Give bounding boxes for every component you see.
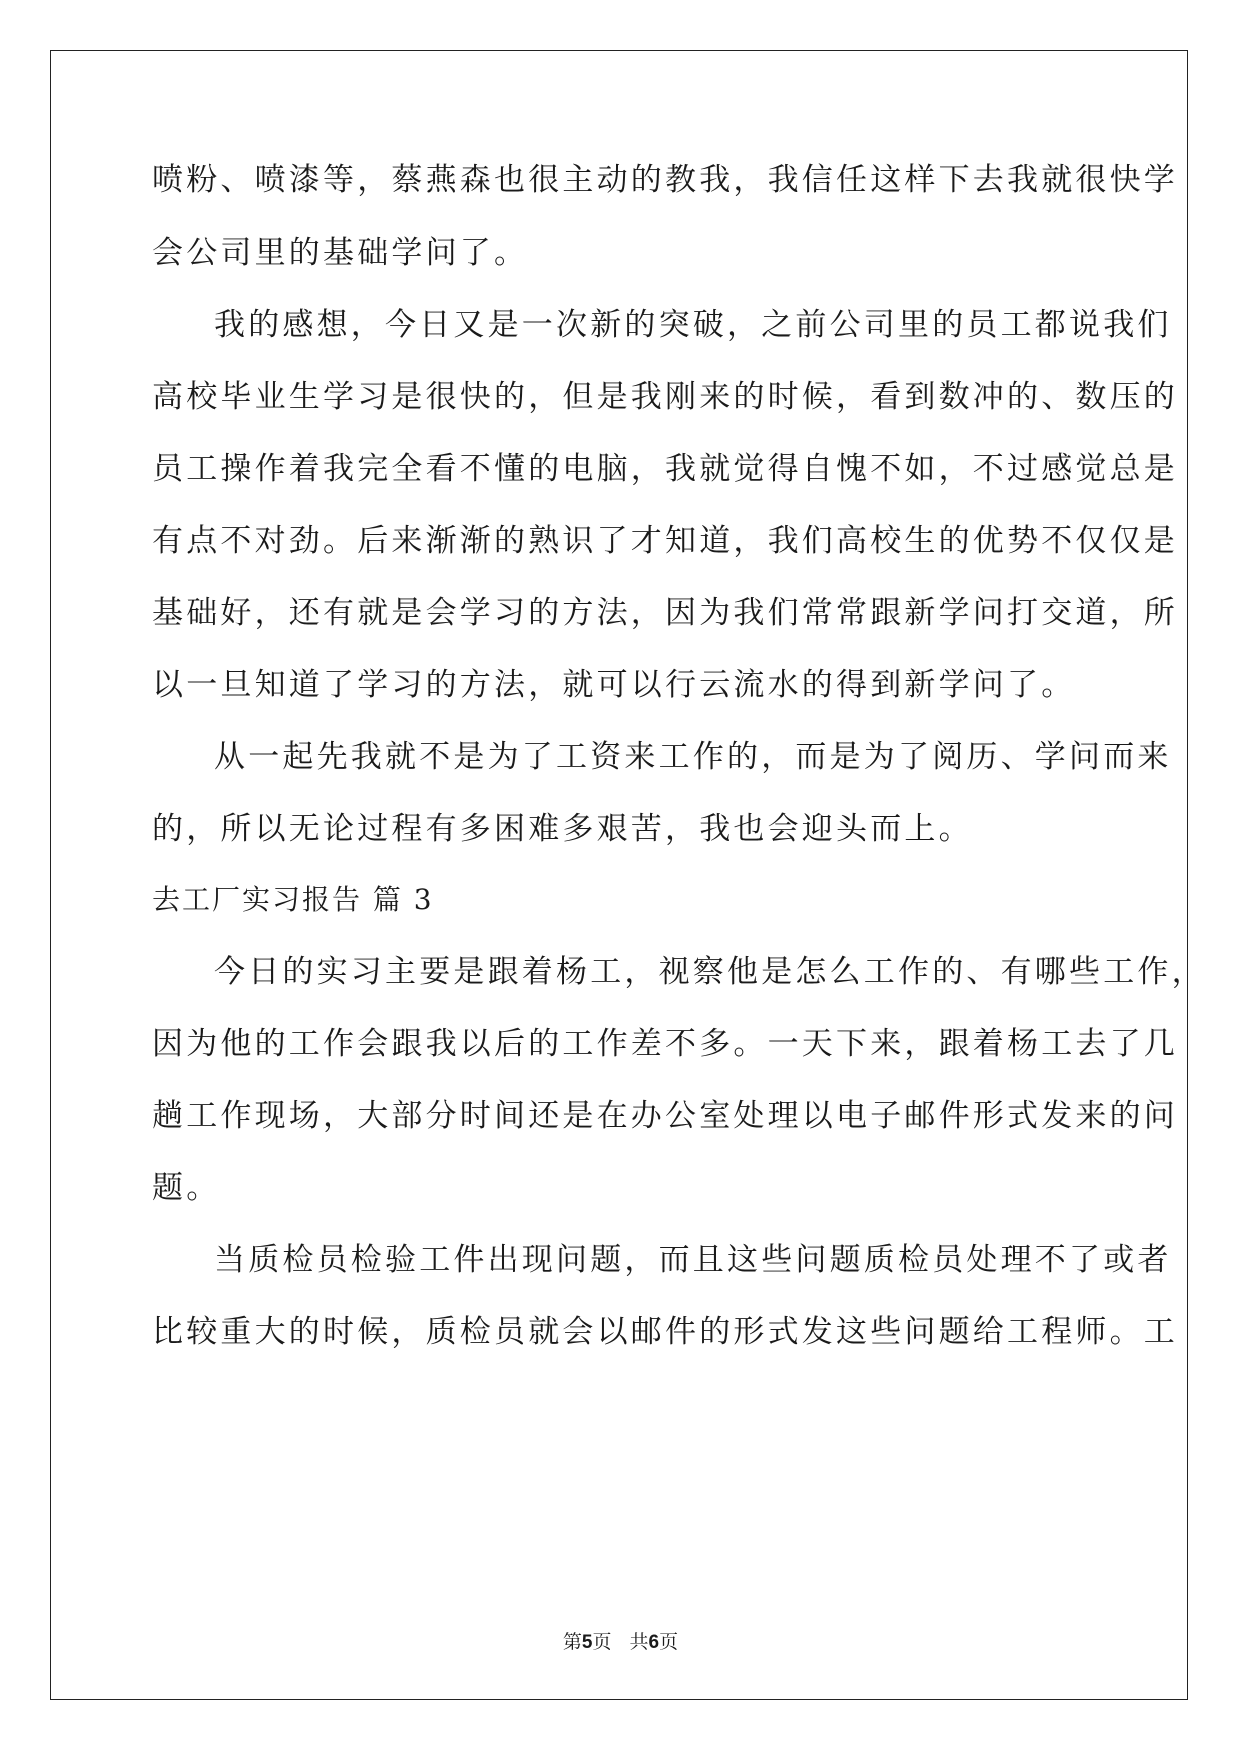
text-line: 高校毕业生学习是很快的，但是我刚来的时候，看到数冲的、数压的: [152, 379, 1178, 415]
paragraph-start-line: 当质检员检验工件出现问题，而且这些问题质检员处理不了或者: [214, 1242, 1172, 1278]
section-heading: 去工厂实习报告 篇 3: [152, 883, 434, 916]
total-prefix: 共: [629, 1631, 649, 1653]
text-line: 题。: [152, 1170, 221, 1206]
text-line: 的，所以无论过程有多困难多艰苦，我也会迎头而上。: [152, 811, 973, 847]
page-border: [50, 50, 1188, 1700]
text-line: 基础好，还有就是会学习的方法，因为我们常常跟新学问打交道，所: [152, 595, 1178, 631]
text-line: 因为他的工作会跟我以后的工作差不多。一天下来，跟着杨工去了几: [152, 1026, 1178, 1062]
total-pages: 6: [648, 1632, 660, 1653]
paragraph-start-line: 从一起先我就不是为了工资来工作的，而是为了阅历、学问而来: [214, 739, 1172, 775]
total-suffix: 页: [659, 1631, 679, 1653]
page-footer: [0, 1630, 1241, 1655]
text-line: 比较重大的时候，质检员就会以邮件的形式发这些问题给工程师。工: [152, 1314, 1178, 1350]
text-line: 以一旦知道了学习的方法，就可以行云流水的得到新学问了。: [152, 667, 1076, 703]
paragraph-start-line: 我的感想，今日又是一次新的突破，之前公司里的员工都说我们: [214, 307, 1172, 343]
text-line: 员工操作着我完全看不懂的电脑，我就觉得自愧不如，不过感觉总是: [152, 451, 1178, 487]
text-line: 喷粉、喷漆等，蔡燕森也很主动的教我，我信任这样下去我就很快学: [152, 162, 1178, 198]
page-prefix: 第: [562, 1631, 582, 1653]
paragraph-start-line: 今日的实习主要是跟着杨工，视察他是怎么工作的、有哪些工作，: [214, 954, 1206, 990]
text-line: 有点不对劲。后来渐渐的熟识了才知道，我们高校生的优势不仅仅是: [152, 523, 1178, 559]
text-line: 趟工作现场，大部分时间还是在办公室处理以电子邮件形式发来的问: [152, 1098, 1178, 1134]
text-line: 会公司里的基础学问了。: [152, 235, 529, 271]
page-suffix: 页: [592, 1631, 612, 1653]
page-number: 5: [581, 1632, 593, 1653]
